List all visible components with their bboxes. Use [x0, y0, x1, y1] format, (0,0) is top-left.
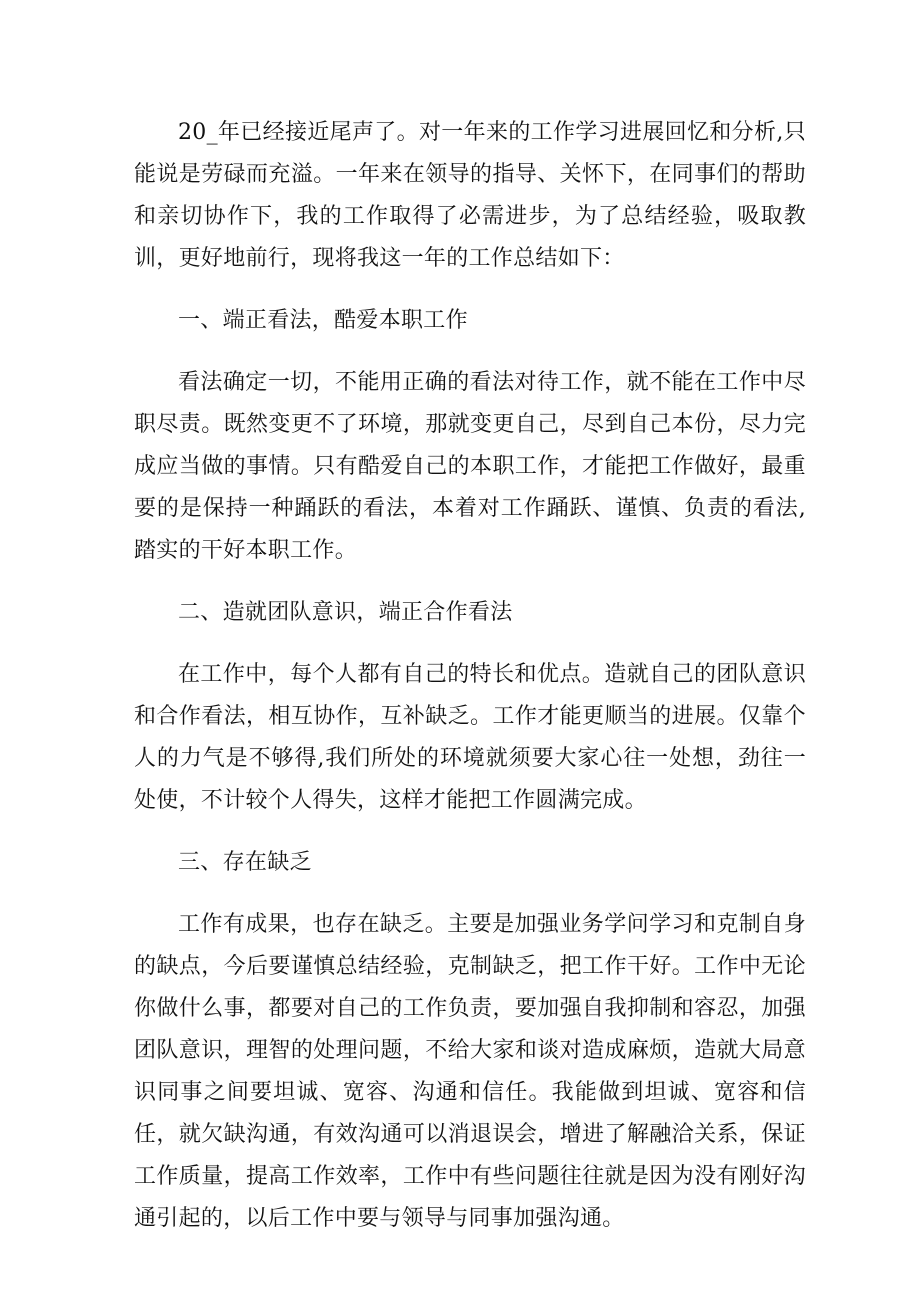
intro-paragraph: 20_年已经接近尾声了。对一年来的工作学习进展回忆和分析,只能说是劳碌而充溢。一年来在领导的指导、关怀下，在同事们的帮助和亲切协作下，我的工作取得了必需进步，为了总结经验，吸取教训，更好地前行，现将我这一年的工作总结如下：	[134, 120, 806, 271]
section-heading-2: 二、造就团队意识，端正合作看法	[178, 600, 513, 625]
section-body-1: 看法确定一切，不能用正确的看法对待工作，就不能在工作中尽职尽责。既然变更不了环境，那就变更自己，尽到自己本份，尽力完成应当做的事情。只有酷爱自己的本职工作，才能把工作做好，最重要的是保持一种踊跃的看法，本着对工作踊跃、谨慎、负责的看法,踏实的干好本职工作。	[134, 370, 806, 563]
document-body	[134, 112, 806, 1260]
section-body-3: 工作有成果，也存在缺乏。主要是加强业务学问学习和克制自身的缺点，今后要谨慎总结经验，克制缺乏，把工作干好。工作中无论你做什么事，都要对自己的工作负责，要加强自我抑制和容忍，加强团队意识，理智的处理问题，不给大家和谈对造成麻烦，造就大局意识同事之间要坦诚、宽容、沟通和信任。我能做到坦诚、宽容和信任，就欠缺沟通，有效沟通可以消退误会，增进了解融洽关系，保证工作质量，提高工作效率，工作中有些问题往往就是因为没有刚好沟通引起的，以后工作中要与领导与同事加强沟通。	[134, 912, 806, 1231]
section-heading-1: 一、端正看法，酷爱本职工作	[178, 308, 468, 333]
section-body-2: 在工作中，每个人都有自己的特长和优点。造就自己的团队意识和合作看法，相互协作，互补缺乏。工作才能更顺当的进展。仅靠个人的力气是不够得,我们所处的环境就须要大家心往一处想，劲往一处使，不计较个人得失，这样才能把工作圆满完成。	[134, 662, 806, 813]
section-heading-3: 三、存在缺乏	[178, 850, 312, 875]
